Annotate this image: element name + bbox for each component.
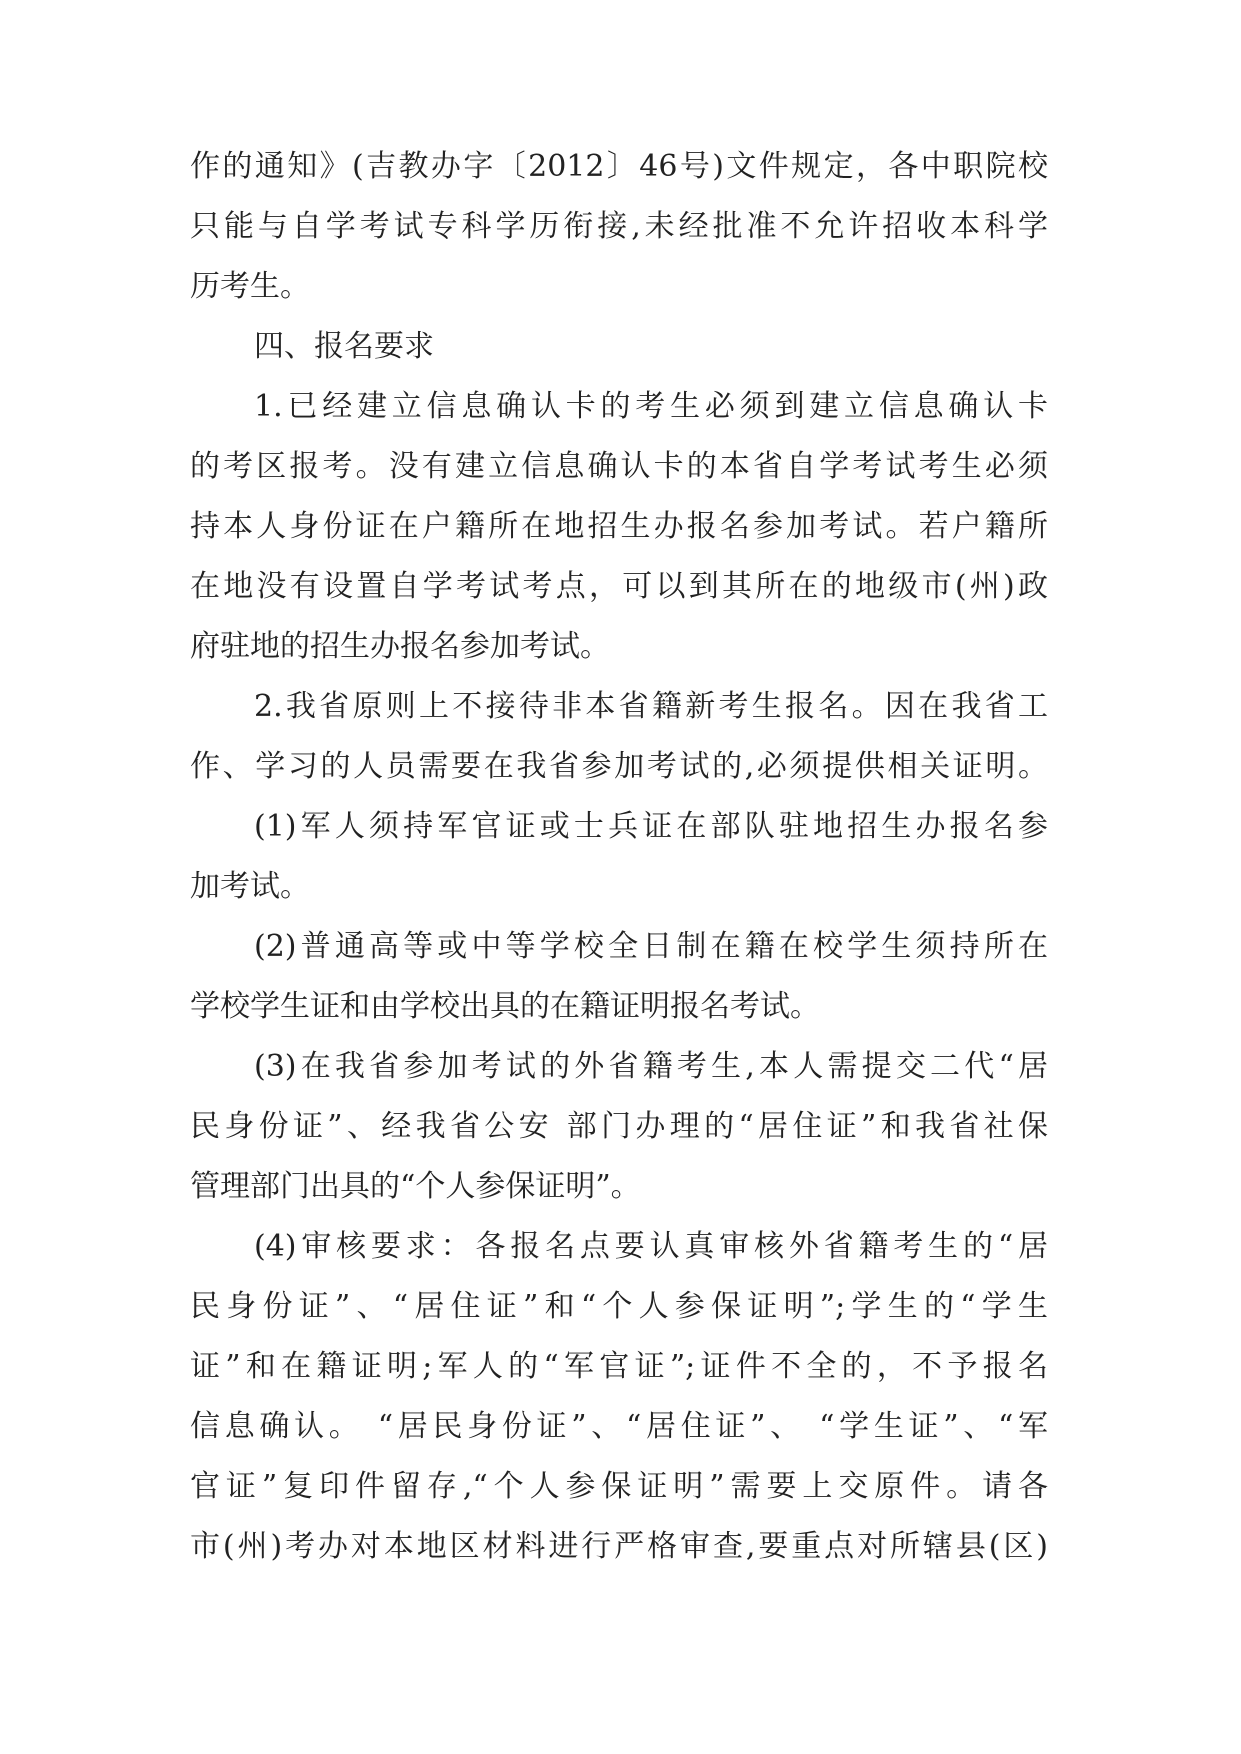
paragraph-subitem-2 [190, 917, 1048, 1037]
section-heading [190, 317, 1048, 377]
text-line: 历考生。 [190, 269, 310, 304]
text-line: (2)普通高等或中等学校全日制在籍在校学生须持所在 [254, 929, 1048, 964]
text-line: (1)军人须持军官证或士兵证在部队驻地招生办报名参 [254, 809, 1048, 844]
text-line: 府驻地的招生办报名参加考试。 [190, 629, 610, 664]
text-line: 官证”复印件留存,“个人参保证明”需要上交原件。请各 [190, 1469, 1048, 1504]
text-line: 2.我省原则上不接待非本省籍新考生报名。因在我省工 [254, 689, 1048, 724]
paragraph-subitem-3 [190, 1037, 1048, 1217]
text-line: 1.已经建立信息确认卡的考生必须到建立信息确认卡 [254, 389, 1048, 424]
text-line: 只能与自学考试专科学历衔接,未经批准不允许招收本科学 [190, 209, 1048, 244]
text-line: 的考区报考。没有建立信息确认卡的本省自学考试考生必须 [190, 449, 1048, 484]
text-line: 在地没有设置自学考试考点，可以到其所在的地级市(州)政 [190, 569, 1048, 604]
text-line: 管理部门出具的“个人参保证明”。 [190, 1169, 641, 1204]
paragraph-continuation [190, 137, 1048, 317]
document-body [190, 137, 1048, 1577]
text-line: 学校学生证和由学校出具的在籍证明报名考试。 [190, 989, 820, 1024]
text-line: 民身份证”、“居住证”和“个人参保证明”;学生的“学生 [190, 1289, 1048, 1324]
heading-line: 四、报名要求 [254, 329, 434, 364]
text-line: 持本人身份证在户籍所在地招生办报名参加考试。若户籍所 [190, 509, 1048, 544]
text-line: 民身份证”、经我省公安 部门办理的“居住证”和我省社保 [190, 1109, 1048, 1144]
text-line: 加考试。 [190, 869, 310, 904]
paragraph-subitem-1 [190, 797, 1048, 917]
paragraph-subitem-4 [190, 1217, 1048, 1577]
text-line: (4)审核要求：各报名点要认真审核外省籍考生的“居 [254, 1229, 1048, 1264]
text-line: 作、学习的人员需要在我省参加考试的,必须提供相关证明。 [190, 749, 1048, 784]
text-line: 作的通知》(吉教办字〔2012〕46号)文件规定，各中职院校 [190, 149, 1048, 184]
text-line: 信息确认。 “居民身份证”、“居住证”、 “学生证”、“军 [190, 1409, 1048, 1444]
text-line: (3)在我省参加考试的外省籍考生,本人需提交二代“居 [254, 1049, 1048, 1084]
text-line: 证”和在籍证明;军人的“军官证”;证件不全的，不予报名 [190, 1349, 1048, 1384]
text-line: 市(州)考办对本地区材料进行严格审查,要重点对所辖县(区) [190, 1529, 1048, 1564]
paragraph-item-2 [190, 677, 1048, 797]
paragraph-item-1 [190, 377, 1048, 677]
